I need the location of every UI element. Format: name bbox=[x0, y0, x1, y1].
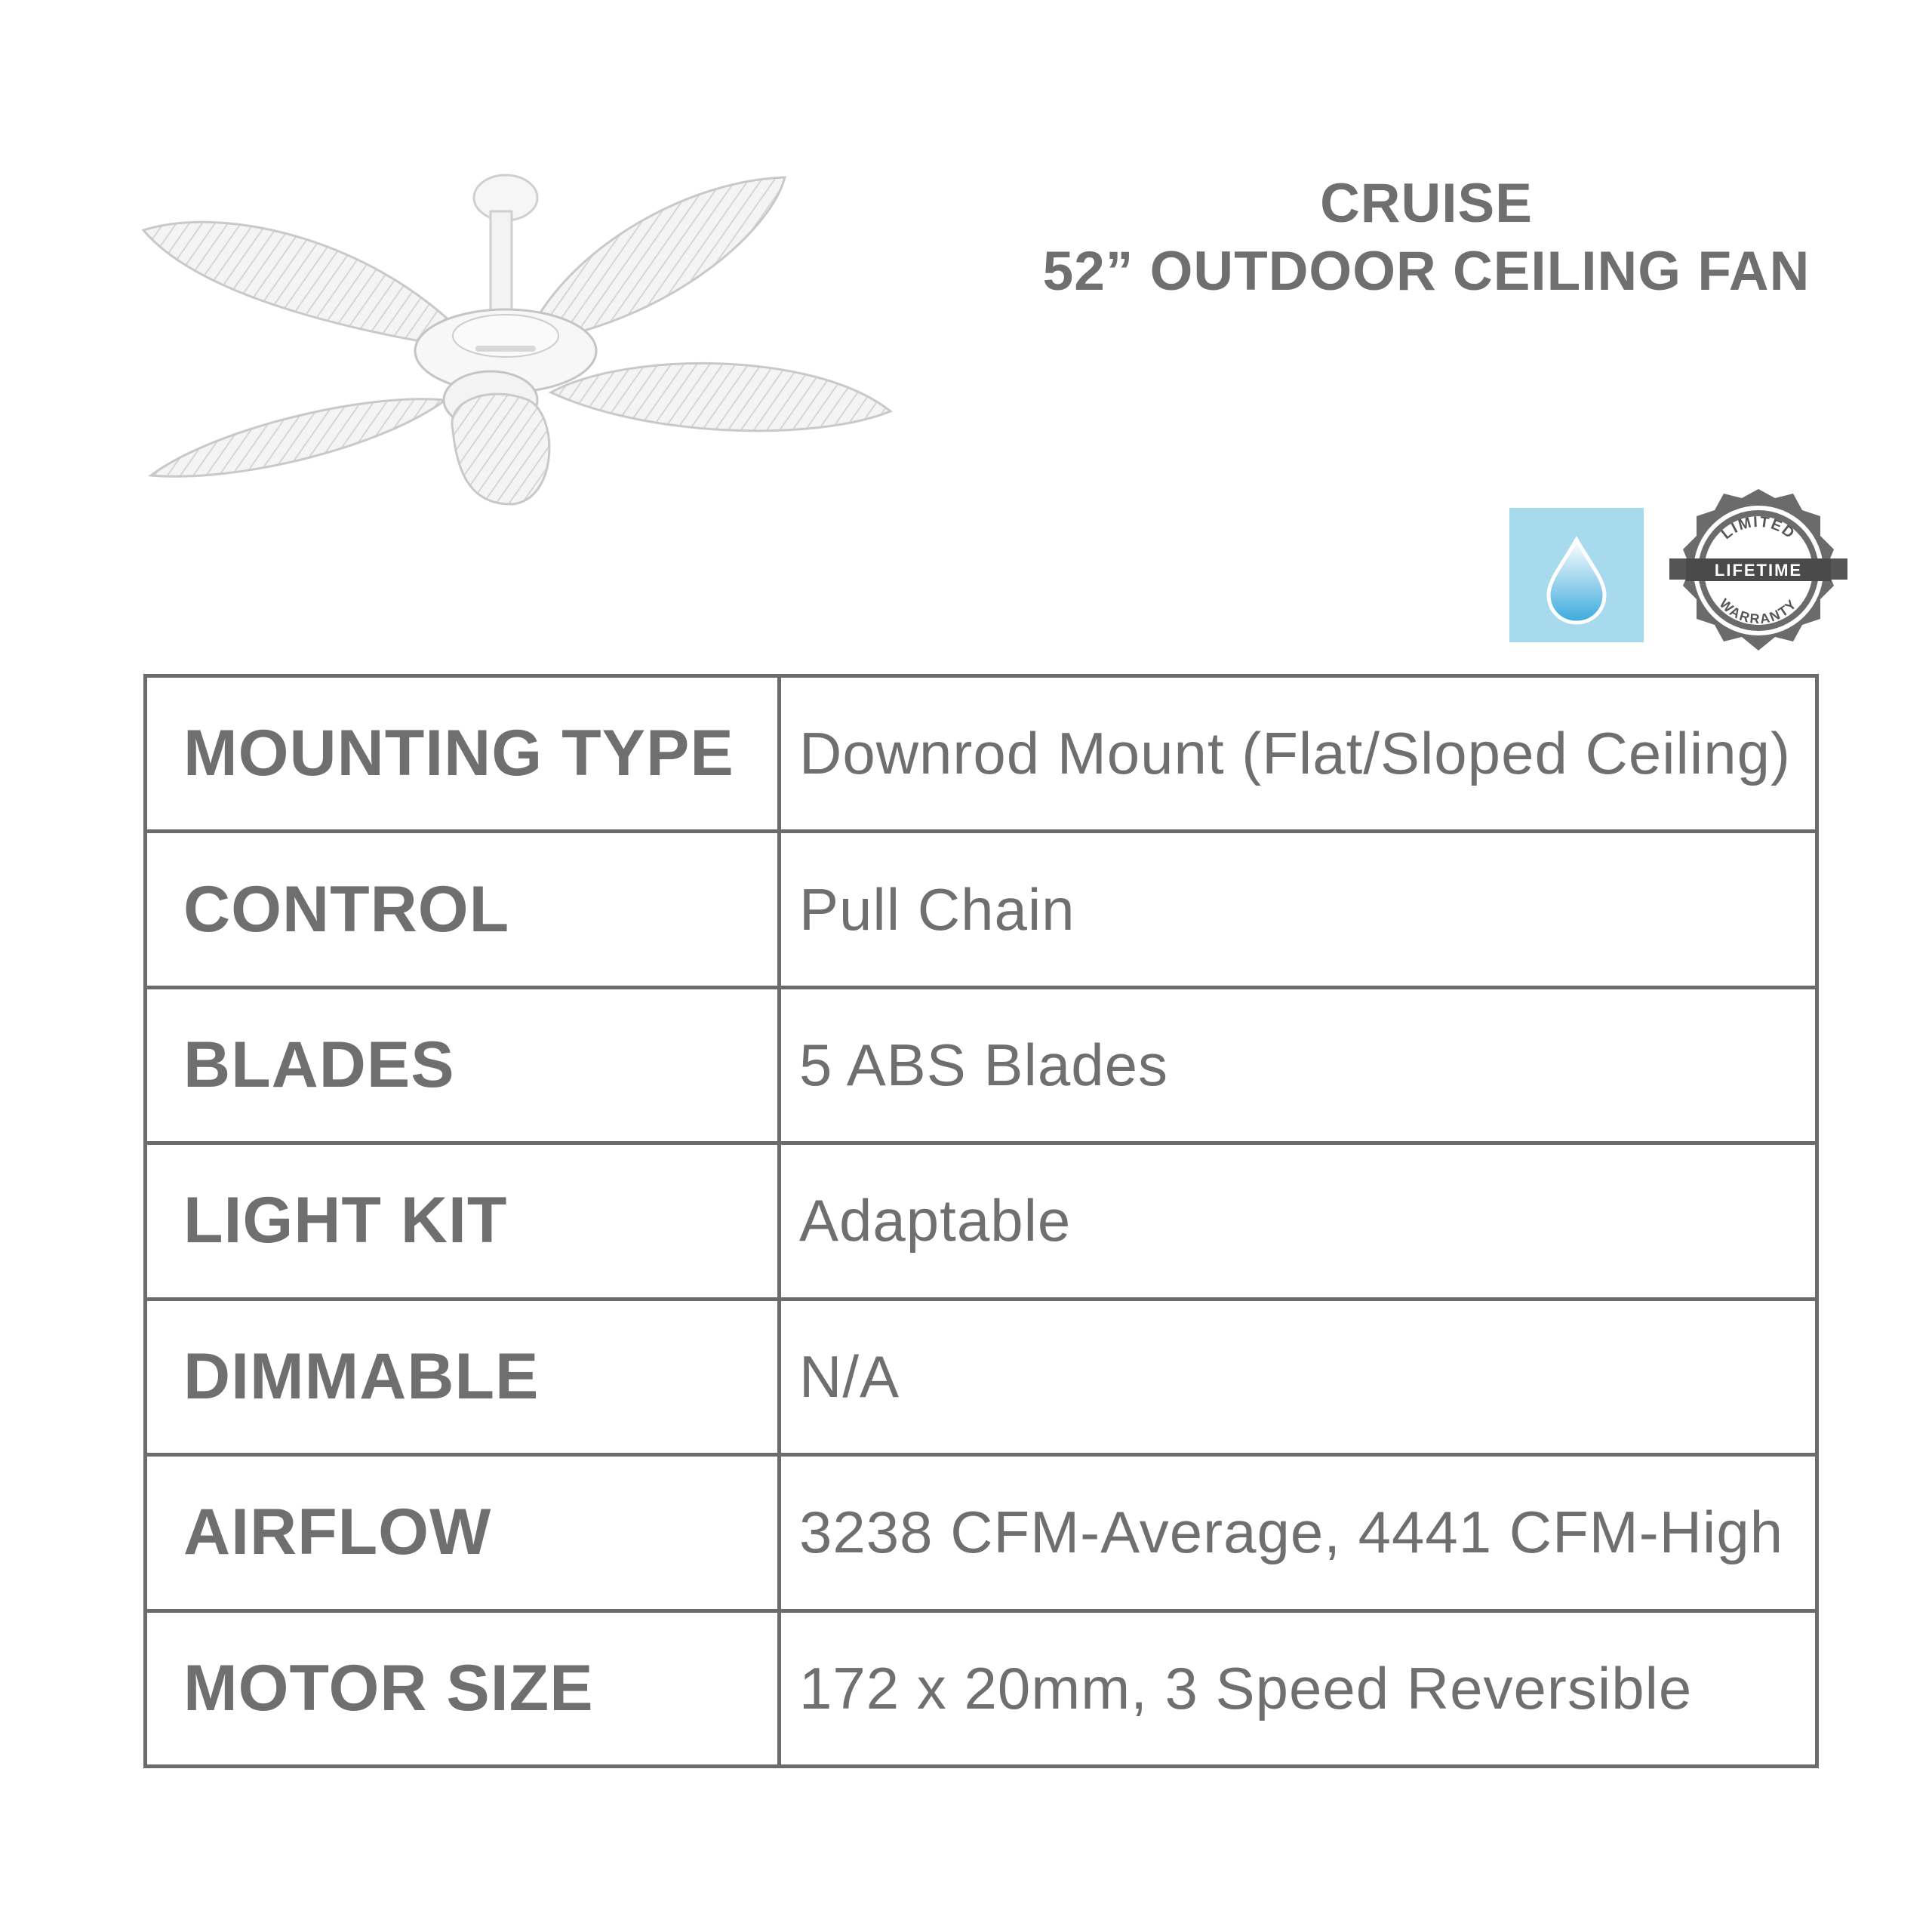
spec-row-blades bbox=[146, 987, 1817, 1143]
specs-table bbox=[143, 674, 1819, 1768]
spec-label: AIRFLOW bbox=[146, 1455, 780, 1611]
spec-label: BLADES bbox=[146, 987, 780, 1143]
spec-label: MOTOR SIZE bbox=[146, 1611, 780, 1766]
spec-row-mounting-type bbox=[146, 676, 1817, 832]
spec-value: Downrod Mount (Flat/Sloped Ceiling) bbox=[780, 676, 1817, 832]
spec-row-airflow bbox=[146, 1455, 1817, 1611]
product-subtitle: 52” OUTDOOR CEILING FAN bbox=[1042, 241, 1810, 302]
spec-label: MOUNTING TYPE bbox=[146, 676, 780, 832]
spec-value: Pull Chain bbox=[780, 832, 1817, 987]
spec-row-light-kit bbox=[146, 1143, 1817, 1299]
spec-value: 3238 CFM-Average, 4441 CFM-High bbox=[780, 1455, 1817, 1611]
spec-row-control bbox=[146, 832, 1817, 987]
spec-label: DIMMABLE bbox=[146, 1299, 780, 1454]
water-drop-icon bbox=[1509, 508, 1644, 642]
warranty-bottom-text: WARRANTY bbox=[1716, 595, 1801, 627]
warranty-top-text: LIMITED bbox=[1718, 513, 1798, 543]
warranty-center-text: LIFETIME bbox=[1714, 561, 1803, 580]
spec-value: 172 x 20mm, 3 Speed Reversible bbox=[780, 1611, 1817, 1766]
spec-label: LIGHT KIT bbox=[146, 1143, 780, 1299]
spec-row-dimmable bbox=[146, 1299, 1817, 1454]
product-name: CRUISE bbox=[1320, 173, 1533, 234]
spec-row-motor-size bbox=[146, 1611, 1817, 1766]
product-image-ceiling-fan bbox=[136, 151, 898, 506]
spec-value: N/A bbox=[780, 1299, 1817, 1454]
product-title bbox=[981, 170, 1872, 306]
warranty-seal bbox=[1669, 483, 1847, 661]
spec-value: Adaptable bbox=[780, 1143, 1817, 1299]
wet-rated-badge bbox=[1509, 508, 1644, 642]
spec-value: 5 ABS Blades bbox=[780, 987, 1817, 1143]
spec-label: CONTROL bbox=[146, 832, 780, 987]
